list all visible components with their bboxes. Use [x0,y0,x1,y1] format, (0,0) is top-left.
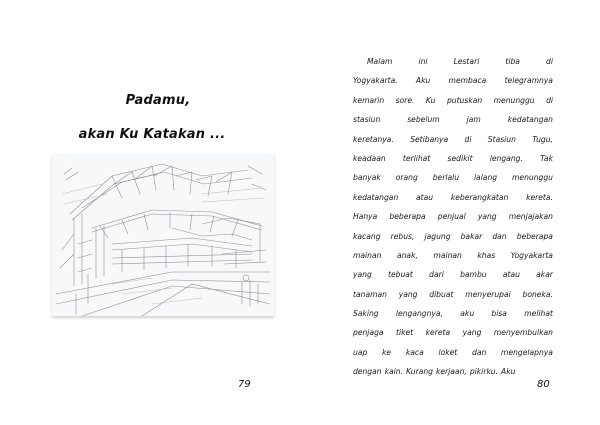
right-page [300,0,600,425]
text-line: keretanya. Setibanya di Stasiun Tugu, [353,134,553,144]
station-sketch-illustration [52,154,274,316]
station-sketch-icon [52,154,274,316]
text-line: tanaman yang dibuat menyerupai boneka. [353,289,553,299]
text-line: Malam ini Lestari tiba di [367,57,553,66]
text-line: Hanya beberapa penjual yang menjajakan [353,212,553,222]
text-line: keadaan terlihat sedikit lengang. Tak [353,153,553,163]
page-number: 80 [537,379,550,390]
text-line: yang tebuat dari bambu atau akar [353,270,553,280]
page-number: 79 [238,379,251,390]
chapter-title-line2: akan Ku Katakan ... [78,127,226,142]
text-line: uap ke kaca loket dan mengelapnya [353,347,553,357]
text-line: Yogyakarta. Aku membaca telegramnya [353,76,553,86]
text-line: stasiun sebelum jam kedatangan [353,115,553,125]
text-line: kedatangan atau keberangkatan kereta. [353,192,553,202]
text-line: dengan kain. Kurang kerjaan, pikirku. Aku [353,367,516,377]
text-line: Saking lengangnya, aku bisa melihat [353,309,553,319]
text-line: banyak orang berlalu lalang menunggu [353,173,553,183]
text-line: kemarin sore. Ku putuskan menunggu di [353,95,553,105]
body-text [353,52,553,382]
text-line: mainan anak, mainan khas Yogyakarta [353,250,553,260]
text-line: penjaga tiket kereta yang menyembulkan [353,328,553,338]
text-line: kacang rebus, jagung bakar dan beberapa [353,231,553,241]
chapter-title-line1: Padamu, [125,93,191,108]
